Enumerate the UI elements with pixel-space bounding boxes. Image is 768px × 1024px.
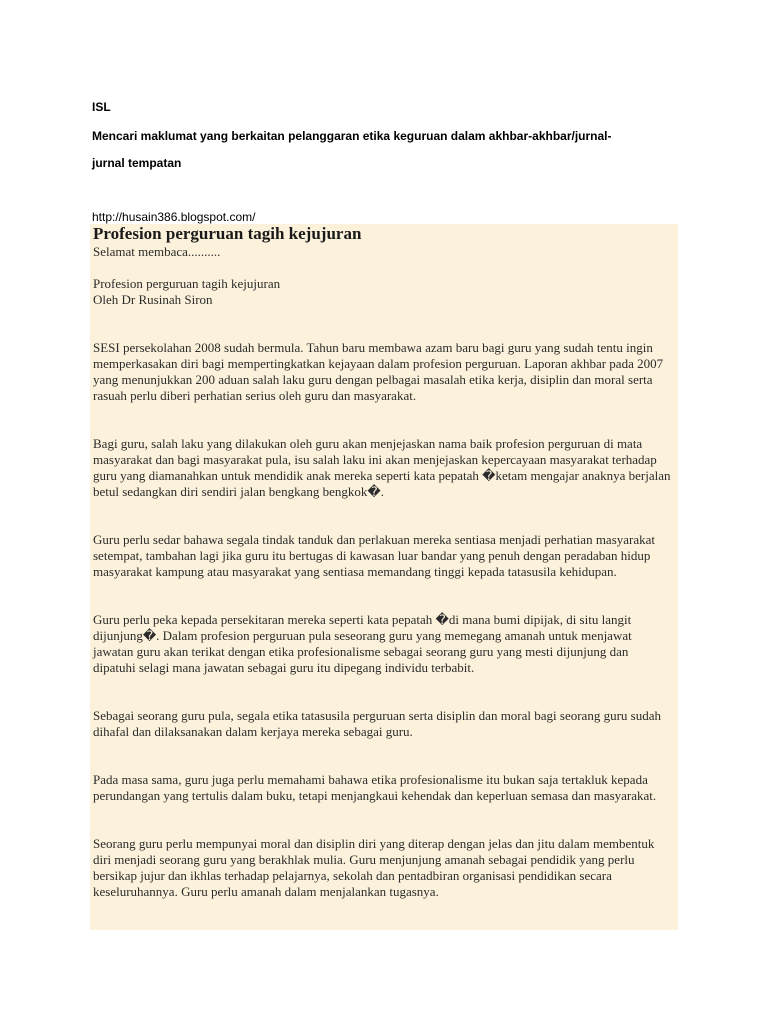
document-title-line-1: Mencari maklumat yang berkaitan pelanggaran etika keguruan dalam akhbar-akhbar/jurnal-: [92, 129, 612, 143]
article-paragraph-3: Guru perlu sedar bahawa segala tindak tanduk dan perlakuan mereka sentiasa menjadi perhatian masyarakat setempat, tambahan lagi jika guru itu bertugas di kawasan luar bandar yang penuh dengan peradaban hidup masyarakat kampung atau masyarakat yang sentiasa memandang tinggi kepada tatasusila kehidupan.: [93, 532, 656, 579]
article-paragraph-1: SESI persekolahan 2008 sudah bermula. Tahun baru membawa azam baru bagi guru yang sudah tentu ingin memperkasakan diri bagi mempertingkatkan kejayaan dalam profesion perguruan. Laporan akhbar pada 2007 yang menunjukkan 200 aduan salah laku guru dengan pelbagai masalah etika kerja, disiplin dan moral serta rasuah perlu diberi perhatian serius oleh guru dan masyarakat.: [93, 340, 664, 403]
article-title: Profesion perguruan tagih kejujuran: [93, 224, 362, 243]
article-paragraph-7: Seorang guru perlu mempunyai moral dan disiplin diri yang diterap dengan jelas dan jitu dalam membentuk diri menjadi seorang guru yang berakhlak mulia. Guru menjunjung amanah sebagai pendidik yang perlu bersikap jujur dan ikhlas terhadap pelajarnya, sekolah dan pentadbiran organisasi pendidikan secara keseluruhannya. Guru perlu amanah dalam menjalankan tugasnya.: [93, 836, 655, 899]
article-paragraph-4: Guru perlu peka kepada persekitaran mereka seperti kata pepatah �di mana bumi dipijak, di situ langit dijunjung�. Dalam profesion perguruan pula seseorang guru yang memegang amanah untuk menjawat jawatan guru akan terikat dengan etika profesionalisme sebagai seorang guru yang mesti dijunjung dan dipatuhi selagi mana jawatan sebagai guru itu dipegang individu terbabit.: [93, 612, 632, 675]
document-title-line-2: jurnal tempatan: [92, 156, 182, 170]
article-paragraph-5: Sebagai seorang guru pula, segala etika tatasusila perguruan serta disiplin dan moral bagi seorang guru sudah dihafal dan dilaksanakan dalam kerjaya mereka sebagai guru.: [93, 708, 661, 739]
byline: Oleh Dr Rusinah Siron: [93, 292, 213, 307]
article-box: [90, 224, 678, 930]
article-paragraph-6: Pada masa sama, guru juga perlu memahami bahawa etika profesionalisme itu bukan saja tertakluk kepada perundangan yang tertulis dalam buku, tetapi menjangkaui kehendak dan keperluan semasa dan masyarakat.: [93, 772, 657, 803]
article-subtitle: Profesion perguruan tagih kejujuran: [93, 276, 281, 291]
document-label: ISL: [92, 100, 111, 114]
greeting: Selamat membaca..........: [93, 244, 221, 259]
source-url: http://husain386.blogspot.com/: [92, 210, 256, 224]
article-paragraph-2: Bagi guru, salah laku yang dilakukan oleh guru akan menjejaskan nama baik profesion perguruan di mata masyarakat dan bagi masyarakat pula, isu salah laku ini akan menjejaskan kepercayaan masyarakat terhadap guru yang diamanahkan untuk mendidik anak mereka seperti kata pepatah �ketam mengajar anaknya berjalan betul sedangkan diri sendiri jalan bengkang bengkok�.: [93, 436, 671, 499]
